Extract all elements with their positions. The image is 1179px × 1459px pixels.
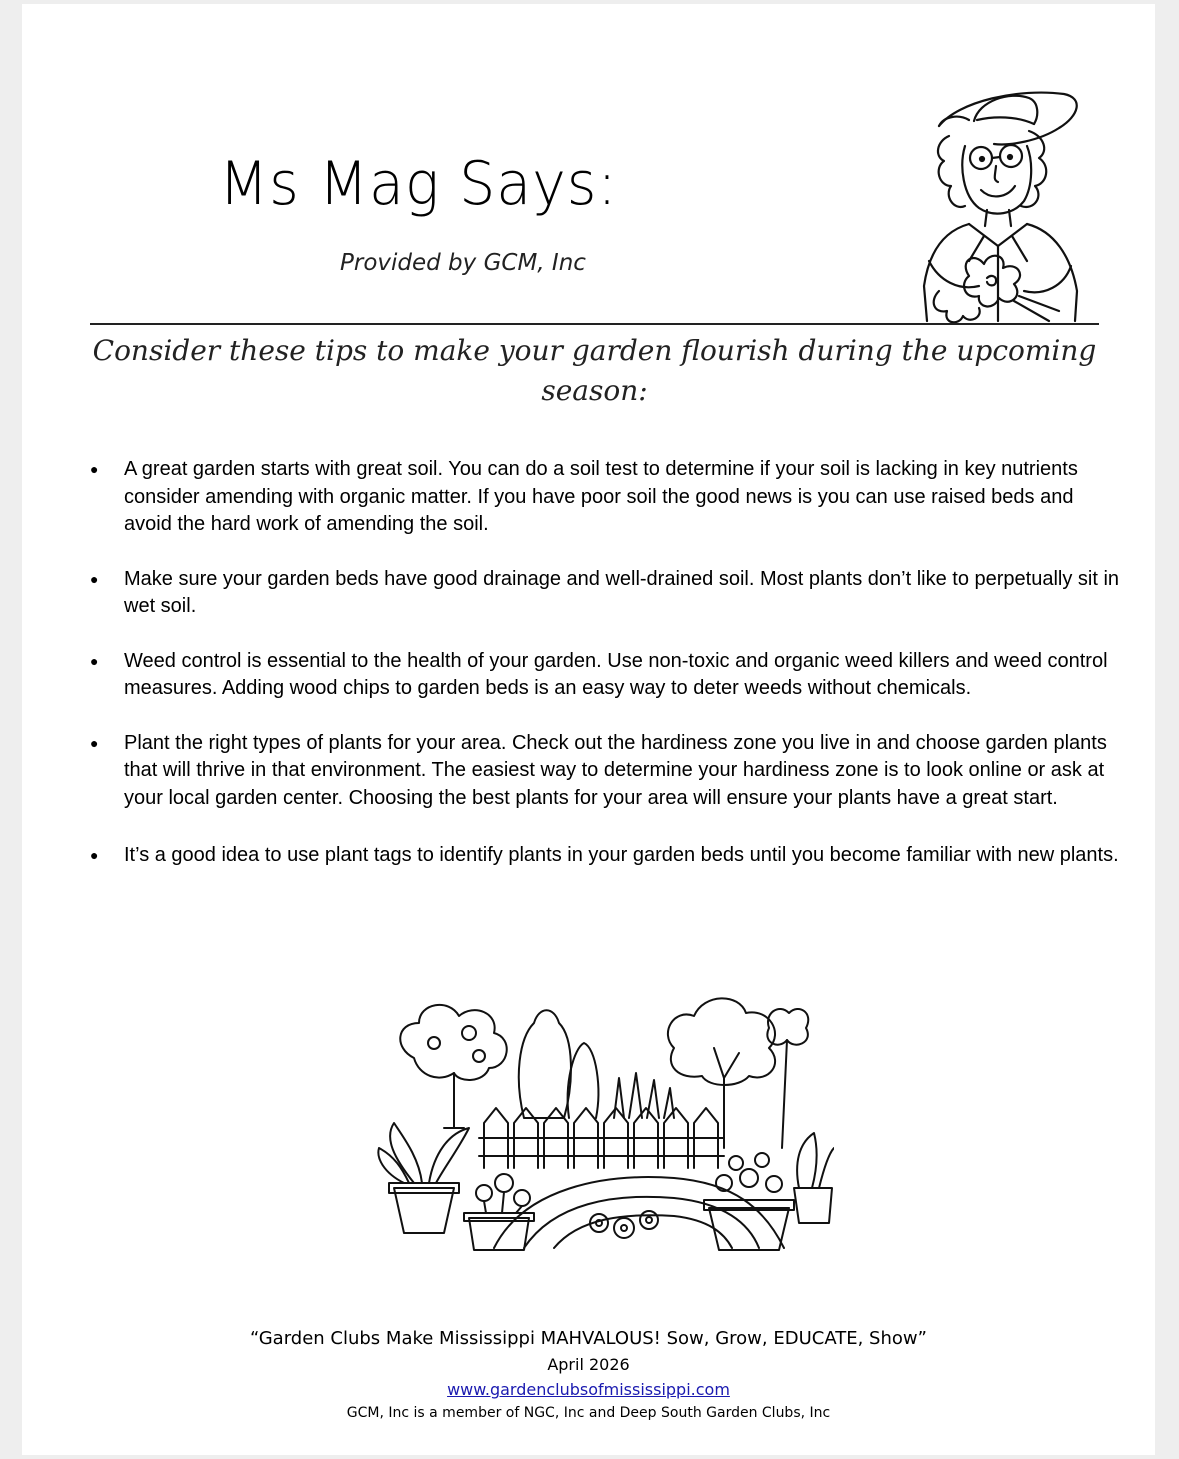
tip-text: It’s a good idea to use plant tags to identify plants in your garden beds until you become familiar with new plants.	[124, 844, 1119, 866]
bullet-icon: ●	[90, 570, 99, 587]
bullet-icon: ●	[90, 652, 99, 669]
footer-motto: “Garden Clubs Make Mississippi MAHVALOUS! Sow, Grow, EDUCATE, Show”	[250, 1328, 927, 1349]
page-subtitle: Provided by GCM, Inc	[340, 250, 586, 276]
list-item	[90, 730, 1120, 813]
tip-text: A great garden starts with great soil. You can do a soil test to determine if your soil is lacking in key nutrients consider amending with organic matter. If you have poor soil the good news is you can use raised beds and avoid the hard work of amending the soil.	[124, 458, 1078, 535]
list-item	[90, 839, 1120, 872]
website-link[interactable]: www.gardenclubsofmississippi.com	[447, 1380, 730, 1399]
footer-date: April 2026	[547, 1355, 630, 1374]
list-item	[90, 456, 1120, 539]
footer-membership: GCM, Inc is a member of NGC, Inc and Deep South Garden Clubs, Inc	[346, 1405, 831, 1421]
ms-mag-illustration	[899, 86, 1099, 326]
bullet-icon: ●	[90, 461, 99, 477]
header-divider	[90, 323, 1099, 325]
footer	[22, 1326, 1155, 1424]
document-page	[22, 4, 1155, 1455]
list-item	[90, 648, 1120, 703]
bullet-icon: ●	[90, 847, 99, 863]
page-title: Ms Mag Says:	[219, 149, 618, 219]
tips-list	[90, 456, 1120, 899]
tip-text: Make sure your garden beds have good drainage and well-drained soil. Most plants don’t like to perpetually sit in wet soil.	[124, 567, 1120, 617]
tip-text: Weed control is essential to the health of your garden. Use non-toxic and organic weed killers and weed control measures. Adding wood chips to garden beds is an easy way to deter weeds without chemicals.	[124, 649, 1108, 699]
tip-text: Plant the right types of plants for your area. Check out the hardiness zone you live in and choose garden plants that will thrive in that environment. The easiest way to determine your hardiness zone is to look online or ask at your local garden center. Choosing the best plants for your area will ensure your plants have a great start.	[124, 731, 1107, 809]
bullet-icon: ●	[90, 734, 99, 751]
list-item	[90, 566, 1120, 621]
intro-text: Consider these tips to make your garden flourish during the upcoming season:	[92, 334, 1097, 407]
garden-illustration	[374, 988, 834, 1253]
